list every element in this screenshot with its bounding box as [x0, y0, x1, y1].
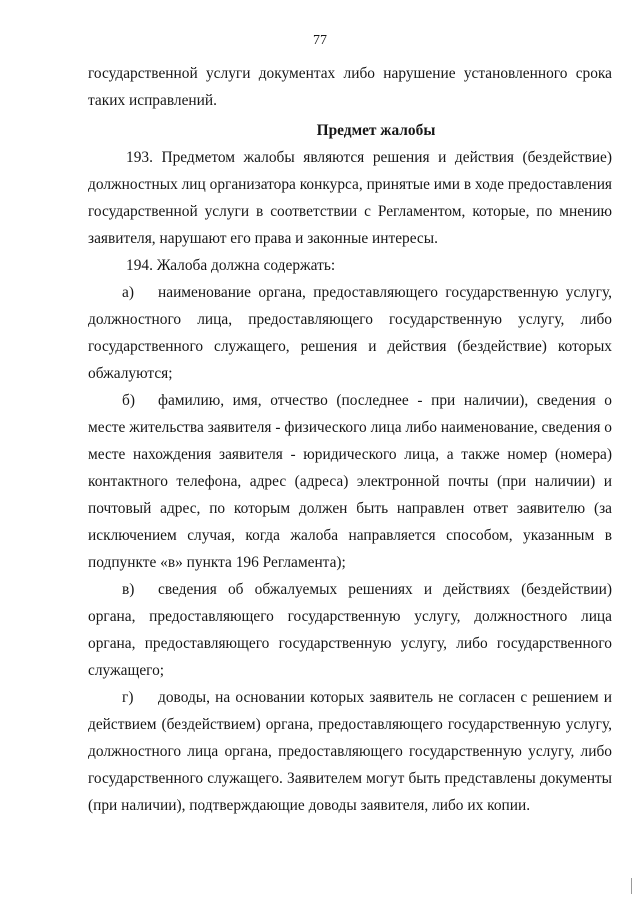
continuation-paragraph: государственной услуги документах либо нарушение установленного срока таких исправлений. [88, 65, 612, 109]
list-item-v [88, 576, 612, 684]
list-item-a [88, 279, 612, 387]
paragraph-193: 193. Предметом жалобы являются решения и действия (бездействие) должностных лиц организатора конкурса, принятые ими в ходе предоставления государственной услуги в соответствии с Регламентом, которые, по мнению заявителя, нарушают его права и законные интересы. [88, 149, 613, 247]
list-marker: в) [122, 581, 135, 598]
list-item-text: наименование органа, предоставляющего государственную услугу, должностного лица, предоставляющего государственную услугу, либо государственного служащего, решения и действия (бездействие) которых обжалуются; [88, 284, 612, 382]
list-item-text: фамилию, имя, отчество (последнее - при наличии), сведения о месте жительства заявителя - физического лица либо наименование, сведения о месте нахождения заявителя - юридического лица, а также номер (номера) контактного телефона, адрес (адреса) электронной почты (при наличии) и почтовый адрес, по которым должен быть направлен ответ заявителю (за исключением случая, когда жалоба направляется способом, указанным в подпункте «в» пункта 196 Регламента); [88, 392, 612, 571]
document-body [88, 60, 612, 819]
list-marker: г) [122, 689, 134, 706]
list-marker: а) [122, 284, 134, 301]
list-item-b [88, 387, 612, 576]
list-item-text: доводы, на основании которых заявитель не согласен с решением и действием (бездействием) органа, предоставляющего государственную услугу, должностного лица органа, предоставляющего государственную услугу, либо государственного служащего. Заявителем могут быть представлены документы (при наличии), подтверждающие доводы заявителя, либо их копии. [88, 689, 612, 814]
page-number: 77 [313, 33, 327, 48]
section-heading: Предмет жалобы [316, 122, 436, 139]
list-item-g [88, 684, 612, 819]
list-item-text: сведения об обжалуемых решениях и действиях (бездействии) органа, предоставляющего государственную услугу, должностного лица органа, предоставляющего государственную услугу, либо государственного служащего; [88, 581, 612, 679]
paragraph-194: 194. Жалоба должна содержать: [126, 257, 336, 274]
list-marker: б) [122, 392, 135, 409]
scan-edge-mark [631, 878, 632, 894]
